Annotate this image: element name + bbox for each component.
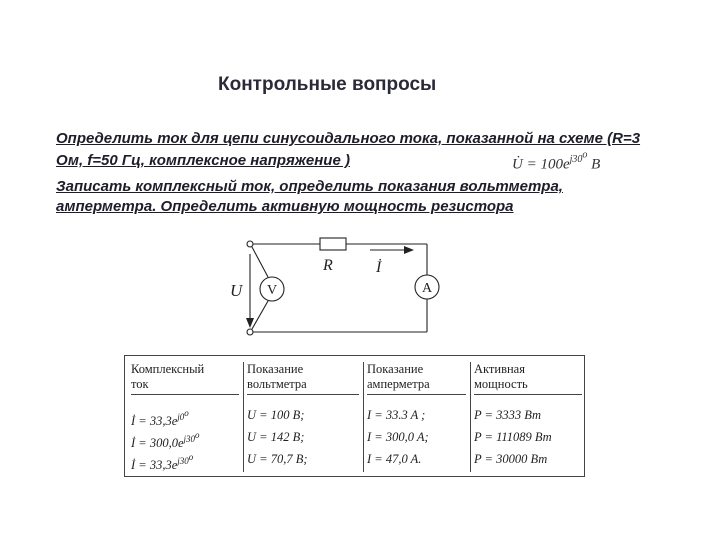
- column-power: [470, 356, 582, 476]
- formula-degree: o: [582, 150, 588, 161]
- results-table: [124, 355, 585, 477]
- voltage-label: U: [230, 281, 243, 300]
- task-line-1: Определить ток для цепи синусоидального тока, показанной на схеме (R=3: [56, 130, 641, 147]
- ammeter-value: I = 47,0 A.: [367, 452, 422, 466]
- ammeter-value: I = 33.3 A ;: [367, 408, 426, 422]
- voltmeter-label: V: [266, 283, 278, 298]
- column-complex-current: [127, 356, 239, 476]
- header-ammeter: Показание амперметра: [367, 362, 466, 395]
- formula-unit: B: [587, 156, 601, 173]
- resistor-label: R: [323, 257, 333, 274]
- page-title: Контрольные вопросы: [218, 74, 437, 95]
- voltmeter-lead-top: [252, 247, 268, 277]
- current-value: İ = $33,3e^{j0^o}$: [131, 408, 189, 429]
- header-power: Активная мощность: [474, 362, 582, 395]
- formula-base: U̇ = 100e: [512, 156, 570, 173]
- header-complex-current: Комплексный ток: [131, 362, 239, 395]
- column-voltmeter: [243, 356, 359, 476]
- voltmeter-value: U = 142 B;: [247, 430, 305, 444]
- ammeter-label: A: [421, 281, 433, 296]
- current-value: İ = $300,0e^{j30^o}$: [131, 430, 200, 451]
- current-arrow-head: [404, 246, 414, 254]
- voltmeter-value: U = 100 B;: [247, 408, 305, 422]
- task-line-3: Записать комплексный ток, определить показания вольтметра,: [56, 178, 563, 195]
- current-label: İ: [376, 259, 382, 276]
- current-value: İ = $33,3e^{j30^o}$: [131, 452, 194, 473]
- header-voltmeter: Показание вольтметра: [247, 362, 359, 395]
- terminal-bottom: [247, 329, 253, 335]
- power-value: P = 30000 Вт: [474, 452, 548, 466]
- voltmeter-value: U = 70,7 B;: [247, 452, 308, 466]
- circuit-diagram: [220, 232, 460, 342]
- column-ammeter: [363, 356, 466, 476]
- ammeter-value: I = 300,0 A;: [367, 430, 429, 444]
- terminal-top: [247, 241, 253, 247]
- power-value: P = 3333 Вт: [474, 408, 542, 422]
- voltage-formula: [512, 150, 600, 173]
- formula-exponent: j30o: [569, 150, 588, 166]
- task-line-4: амперметра. Определить активную мощность резистора: [56, 198, 514, 215]
- power-value: P = 111089 Вт: [474, 430, 552, 444]
- voltmeter-lead-bottom: [252, 301, 268, 329]
- task-line-2: Ом, f=50 Гц, комплексное напряжение ): [56, 152, 350, 169]
- resistor: [320, 238, 346, 250]
